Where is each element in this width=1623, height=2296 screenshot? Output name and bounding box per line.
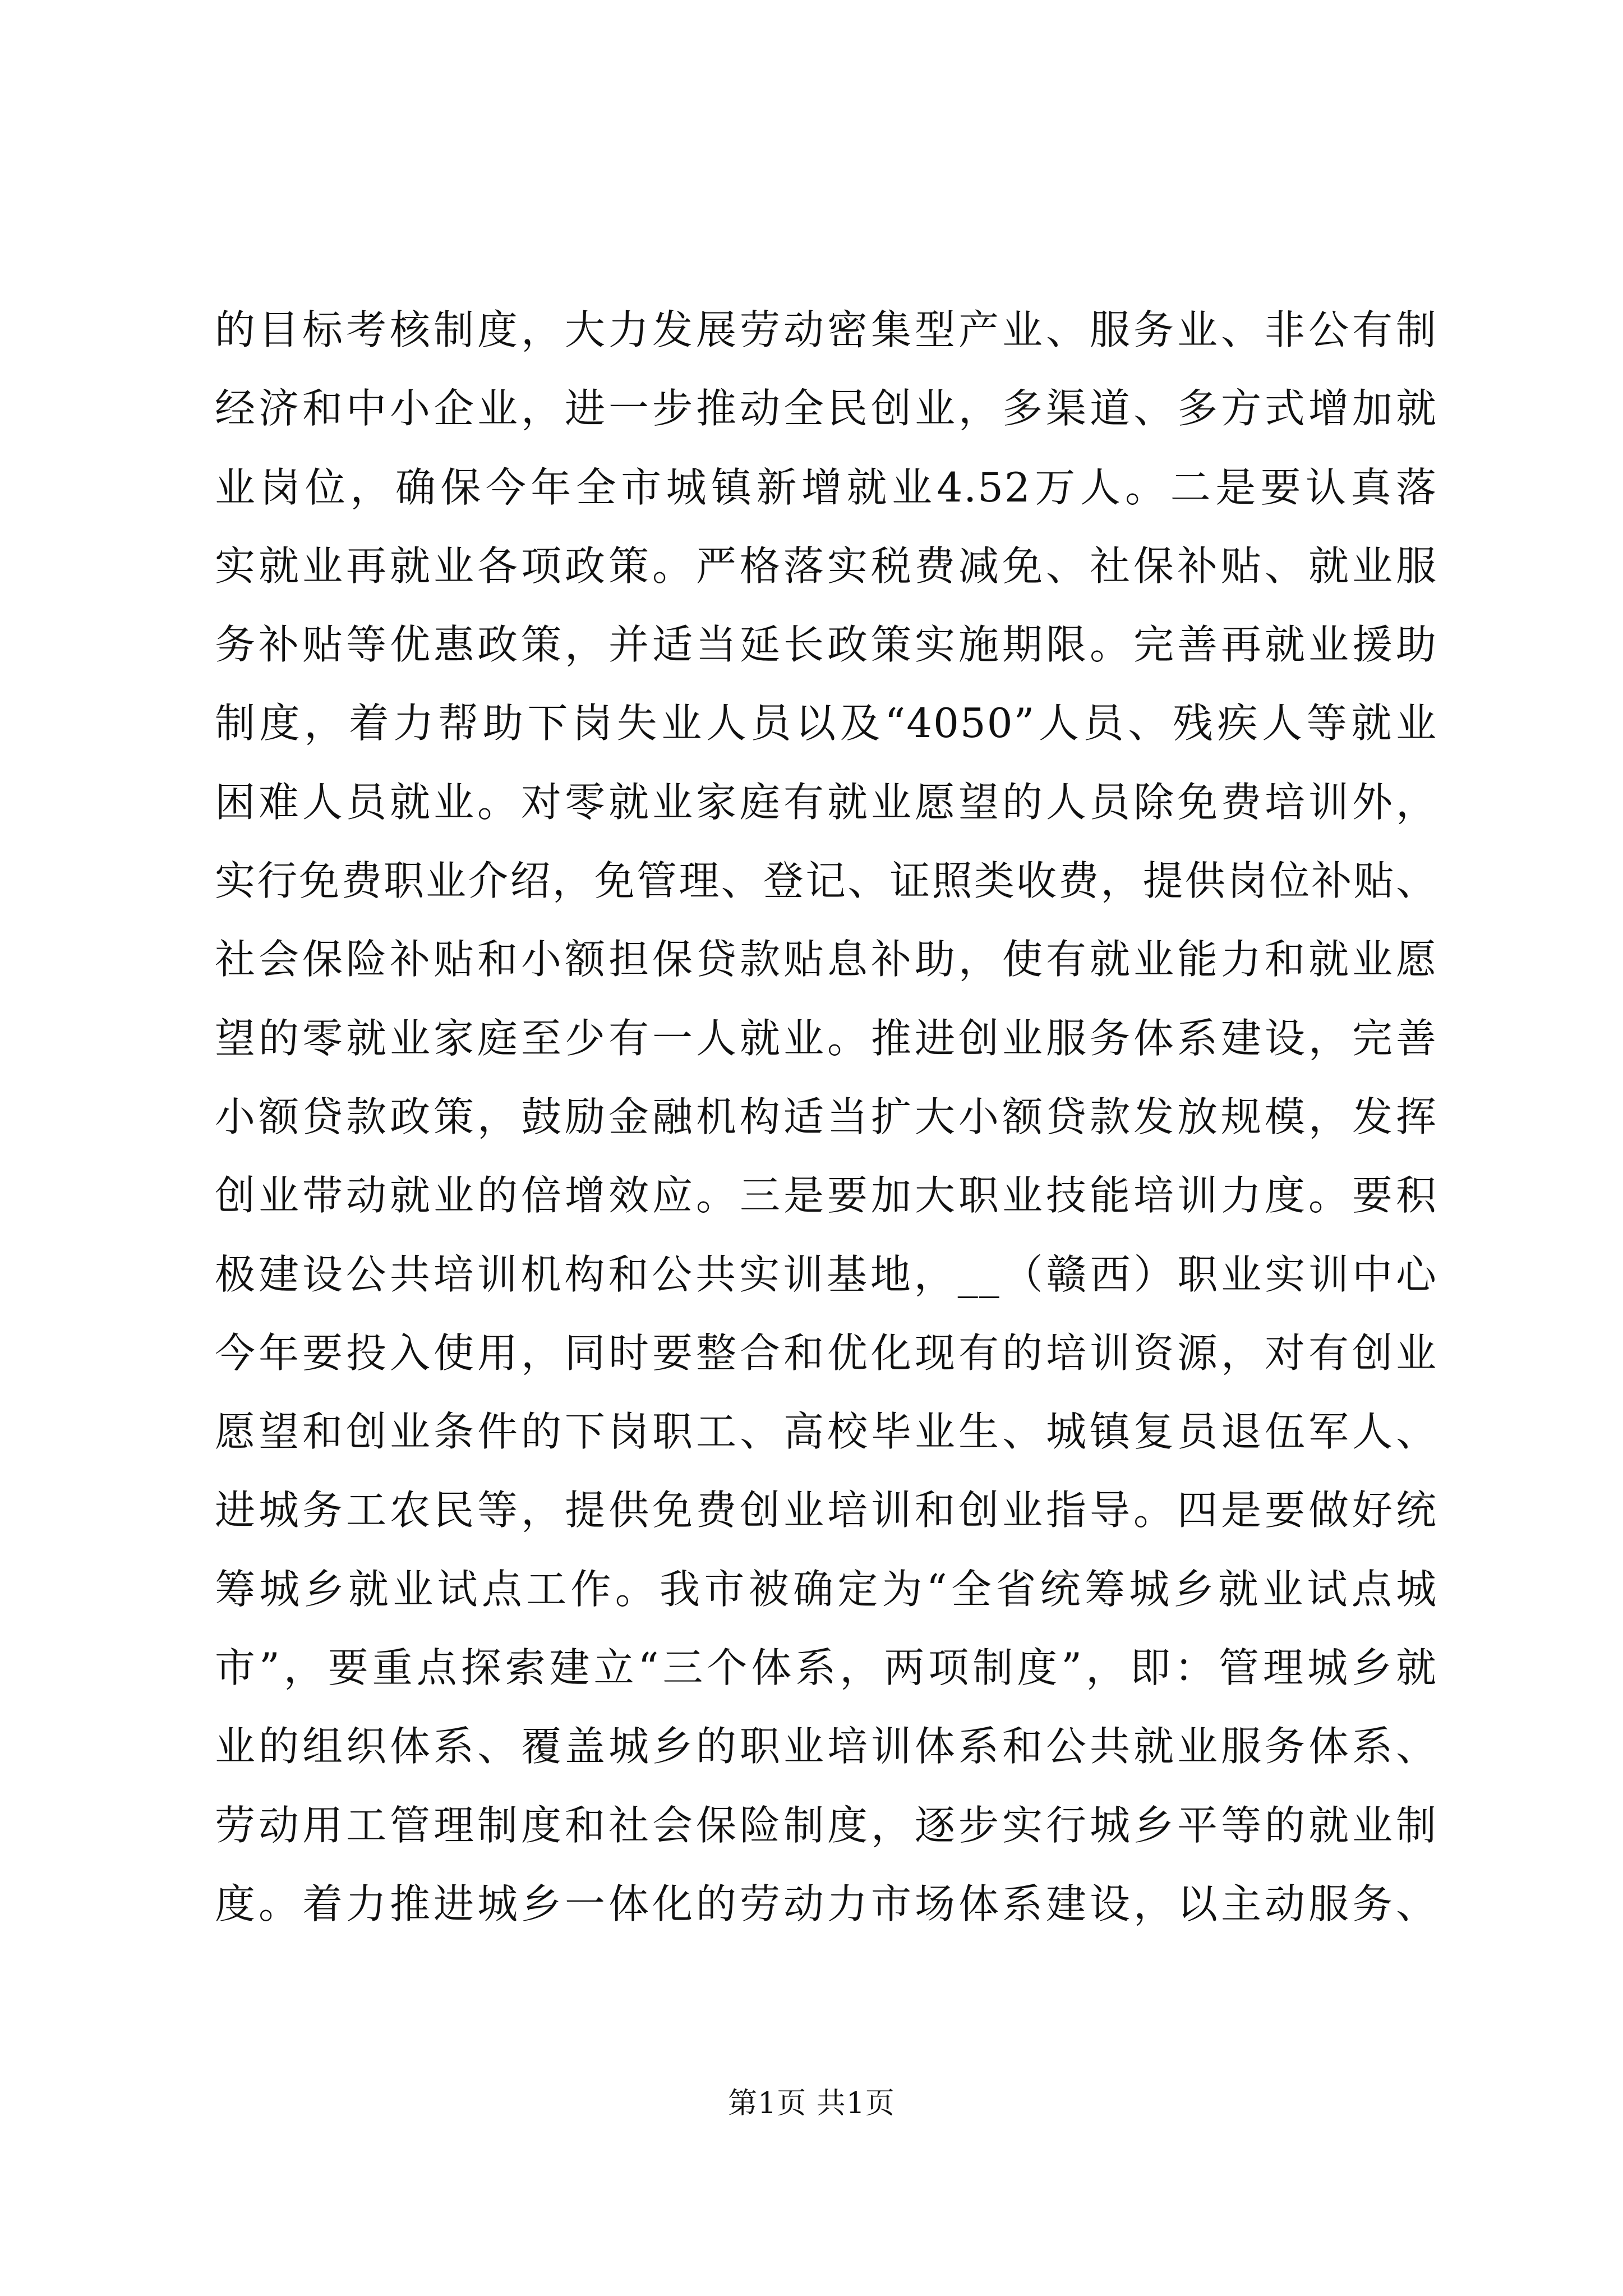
text-line-17: 筹城乡就业试点工作。我市被确定为“全省统筹城乡就业试点城 bbox=[215, 1565, 1437, 1613]
text-line-10: 望的零就业家庭至少有一人就业。推进创业服务体系建设，完善 bbox=[215, 1014, 1437, 1062]
text-line-13: 极建设公共培训机构和公共实训基地，__（赣西）职业实训中心 bbox=[215, 1250, 1437, 1298]
text-line-8: 实行免费职业介绍，免管理、登记、证照类收费，提供岗位补贴、 bbox=[215, 857, 1437, 905]
text-line-15: 愿望和创业条件的下岗职工、高校毕业生、城镇复员退伍军人、 bbox=[215, 1408, 1437, 1456]
text-line-9: 社会保险补贴和小额担保贷款贴息补助，使有就业能力和就业愿 bbox=[215, 936, 1437, 983]
text-line-16: 进城务工农民等，提供免费创业培训和创业指导。四是要做好统 bbox=[215, 1487, 1437, 1534]
text-line-5: 务补贴等优惠政策，并适当延长政策实施期限。完善再就业援助 bbox=[215, 621, 1437, 669]
text-line-18: 市”，要重点探索建立“三个体系，两项制度”，即：管理城乡就 bbox=[215, 1644, 1437, 1692]
text-line-4: 实就业再就业各项政策。严格落实税费减免、社保补贴、就业服 bbox=[215, 542, 1437, 590]
text-line-6: 制度，着力帮助下岗失业人员以及“4050”人员、残疾人等就业 bbox=[215, 700, 1437, 747]
text-line-3: 业岗位，确保今年全市城镇新增就业4.52万人。二是要认真落 bbox=[215, 463, 1437, 511]
text-line-7: 困难人员就业。对零就业家庭有就业愿望的人员除免费培训外， bbox=[215, 778, 1437, 826]
text-line-14: 今年要投入使用，同时要整合和优化现有的培训资源，对有创业 bbox=[215, 1329, 1437, 1377]
text-line-20: 劳动用工管理制度和社会保险制度，逐步实行城乡平等的就业制 bbox=[215, 1801, 1437, 1849]
text-line-19: 业的组织体系、覆盖城乡的职业培训体系和公共就业服务体系、 bbox=[215, 1723, 1437, 1770]
text-line-21: 度。着力推进城乡一体化的劳动力市场体系建设，以主动服务、 bbox=[215, 1880, 1437, 1927]
page-footer bbox=[0, 2084, 1623, 2123]
page-number-label: 第1页 共1页 bbox=[728, 2087, 895, 2120]
text-line-1: 的目标考核制度，大力发展劳动密集型产业、服务业、非公有制 bbox=[215, 306, 1437, 353]
text-line-11: 小额贷款政策，鼓励金融机构适当扩大小额贷款发放规模，发挥 bbox=[215, 1093, 1437, 1140]
body-text bbox=[215, 291, 1437, 1943]
text-line-2: 经济和中小企业，进一步推动全民创业，多渠道、多方式增加就 bbox=[215, 385, 1437, 432]
text-line-12: 创业带动就业的倍增效应。三是要加大职业技能培训力度。要积 bbox=[215, 1172, 1437, 1220]
